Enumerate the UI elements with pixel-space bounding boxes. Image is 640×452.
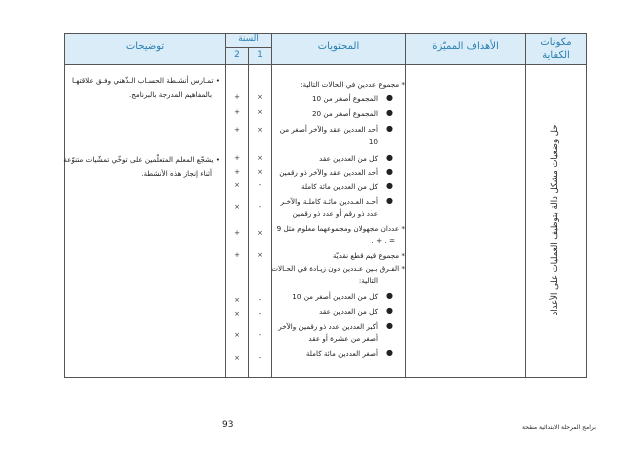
content-line: * مجموع عددين في الحالات التالية: [300,80,405,89]
bullet-icon: ● [386,291,393,300]
header-notes: توضيحات [125,41,165,52]
bullet-icon: ● [386,93,393,102]
year1-mark: × [257,154,263,162]
content-line: أصغر من عشرة أو عقد [308,334,378,343]
note-line: بالمفاهيم المدرجة بالبرنامج. [128,90,212,99]
content-line: كل من العددين أصغر من 10 [292,292,378,301]
year1-mark: × [257,126,263,134]
page-number: 93 [222,420,234,430]
header-year-1: 1 [257,50,263,60]
year2-mark: × [234,354,240,362]
header-components: مكونات الكفاية [540,37,572,61]
content-line: = . + . [371,236,395,245]
year2-mark: × [234,331,240,339]
content-line: * عددان مجهولان ومجموعهما معلوم مثل 9 [276,224,405,233]
header-objectives: الأهداف المميّزة [432,41,499,52]
bullet-icon: ● [386,167,393,176]
year1-mark: × [257,229,263,237]
year1-mark: × [257,251,263,259]
content-line: أصغر العددين مائة كاملة [305,349,378,358]
note-line: • يشجّع المعلم المتعلّمين على توخّي تمشّيات متنوّعة [63,155,220,164]
year2-mark: + [234,251,240,259]
content-line: أحد العددين عقد والآخر ذو رقمين [279,168,378,177]
content-line: كل من العددين عقد [319,307,378,316]
year2-mark: + [234,126,240,134]
year1-mark: - [258,296,262,304]
content-line: * مجموع قيم قطع نقديّة [332,251,405,260]
year2-mark: + [234,229,240,237]
header-year: السنة [238,34,259,44]
year1-mark: × [257,168,263,176]
year2-mark: × [234,296,240,304]
bullet-icon: ● [386,306,393,315]
bullet-icon: ● [386,124,393,133]
content-line: كل من العددين مائة كاملة [300,182,378,191]
bullet-icon: ● [386,153,393,162]
content-line: أكبر العددين عدد ذو رقمين والآخر [278,322,378,331]
note-line: • تمـارس أنشـطة الحسـاب الـذّهني وفـق علاقتهـا [71,76,220,85]
year2-mark: × [234,181,240,189]
year1-mark: × [257,108,263,116]
content-line: أحـد العـددين مائـة كاملـة والآخـر [280,197,378,206]
bullet-icon: ● [386,181,393,190]
content-line: المجموع أصغر من 10 [311,94,378,103]
year2-mark: × [234,203,240,211]
year2-mark: × [234,310,240,318]
year1-mark: - [258,181,262,189]
year2-mark: + [234,93,240,101]
bullet-icon: ● [386,108,393,117]
bullet-icon: ● [386,196,393,205]
bullet-icon: ● [386,348,393,357]
footer-program: برامج المرحلة الابتدائية منقحة [522,424,596,431]
year1-mark: - [258,203,262,211]
year1-mark: × [257,93,263,101]
year2-mark: + [234,168,240,176]
content-line: المجموع أصغر من 20 [311,109,378,118]
year2-mark: + [234,154,240,162]
competence-text: حل وضعيات مشكل دالة بتوظيف العمليات على الأعداد [550,124,560,316]
content-line: أحد العددين عقد والآخر أصغر من [279,125,378,134]
year1-mark: - [258,310,262,318]
content-line: التالية: [358,276,378,285]
year2-mark: + [234,108,240,116]
header-contents: المحتويات [317,41,360,52]
year1-mark: - [258,331,262,339]
header-year-2: 2 [234,50,240,60]
note-line: أثناء إنجاز هذه الأنشطة. [141,169,212,178]
content-line: عدد ذو رقم أو عدد ذو رقمين [292,209,378,218]
content-line: كل من العددين عقد [319,154,378,163]
content-line: * الفـرق بـين عـددين دون زيـادة في الحـالات [271,264,405,273]
bullet-icon: ● [386,321,393,330]
content-line: 10 [368,137,378,146]
year1-mark: - [258,354,262,362]
